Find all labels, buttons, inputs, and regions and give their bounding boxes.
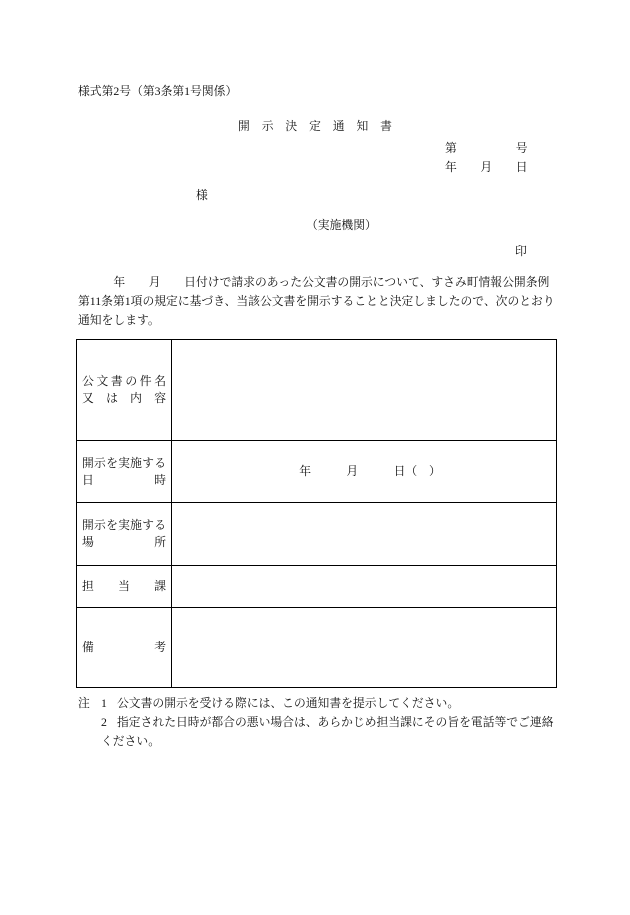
note-text: 指定された日時が都合の悪い場合は、あらかじめ担当課にその旨を電話等でご連絡 (117, 715, 554, 729)
body-line: 第11条第1項の規定に基づき、当該公文書を開示することと決定しましたので、次のとおり (78, 294, 555, 308)
label-cell (77, 340, 172, 440)
value-cell (172, 608, 556, 687)
table-row-disclosure-datetime (77, 440, 556, 502)
table-row-document-subject (77, 340, 556, 440)
notes-label: 注 (78, 696, 90, 710)
label-line: 場所 (82, 535, 166, 549)
label-line: 公文書の件名 (82, 374, 166, 388)
label-line: 開示を実施する (82, 455, 166, 470)
disclosure-table (76, 339, 557, 688)
label-line: 備考 (82, 640, 166, 654)
label-cell (77, 441, 172, 502)
addressee-suffix: 様 (196, 188, 208, 202)
note-number: 1 (101, 696, 107, 710)
value-cell (172, 340, 556, 440)
value-cell (172, 441, 556, 502)
form-number: 様式第2号（第3条第1号関係） (78, 84, 238, 98)
label-cell (77, 503, 172, 565)
note-text: 公文書の開示を受ける際には、この通知書を提示してください。 (117, 696, 460, 710)
note-text-continuation: ください。 (101, 734, 160, 748)
issuing-agency: （実施機関） (306, 218, 377, 232)
label-line: 日時 (82, 472, 166, 487)
note-number: 2 (101, 715, 107, 729)
label-line: 又は内容 (82, 391, 166, 405)
datetime-value: 年 月 日（ ） (299, 463, 441, 478)
label-line: 開示を実施する (82, 518, 166, 532)
label-line: 担当課 (82, 579, 166, 593)
table-row-remarks (77, 607, 556, 687)
table-row-department (77, 565, 556, 607)
document-title: 開示決定通知書 (238, 119, 404, 133)
body-line: 年 月 日付けで請求のあった公文書の開示について、すさみ町情報公開条例 (78, 275, 550, 289)
table-row-disclosure-place (77, 502, 556, 565)
value-cell (172, 566, 556, 607)
value-cell (172, 503, 556, 565)
document-number: 第 号 (445, 141, 528, 155)
label-cell (77, 566, 172, 607)
issue-date: 年 月 日 (445, 160, 528, 174)
seal-mark: 印 (515, 244, 527, 258)
body-line: 通知をします。 (78, 313, 160, 327)
label-cell (77, 608, 172, 687)
